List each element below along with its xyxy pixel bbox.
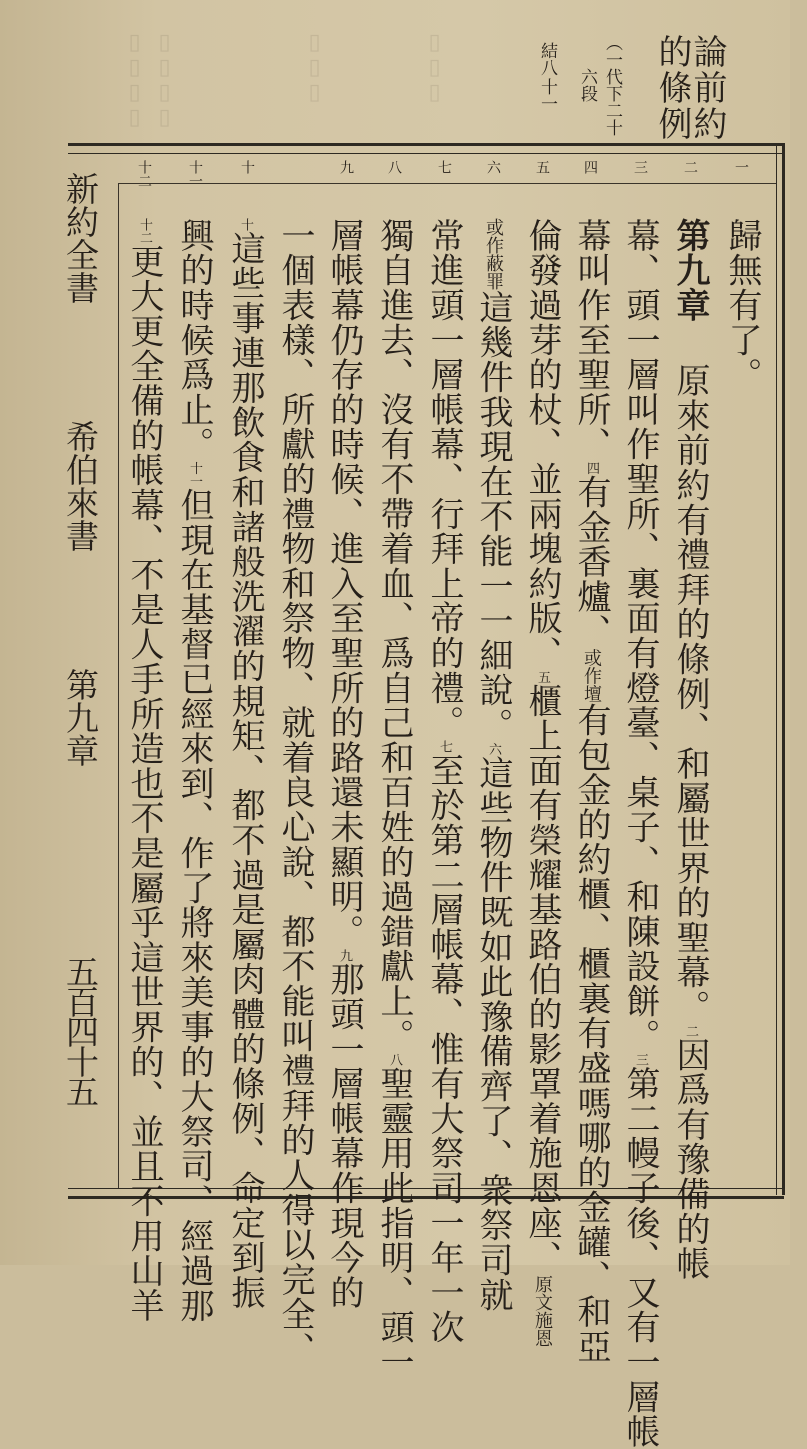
text-run: 興的時候爲止。 (174, 218, 214, 462)
text-run: 有金香爐、 (571, 474, 611, 649)
text-column-9 (324, 218, 364, 1310)
text-run: 第二幔子後、又有一層帳 (620, 1066, 660, 1449)
text-run: 這些事連那飲食和諸般洗濯的規矩、都不過是屬肉體的條例、命定到振 (225, 231, 265, 1310)
line-number: 一 (733, 160, 749, 174)
text-column-12 (174, 218, 214, 1323)
line-number: 二 (682, 160, 698, 174)
verse-number: 七 (437, 740, 452, 753)
text-run: 有包金的約櫃、櫃裏有盛嗎哪的金罐、和亞 (571, 702, 611, 1364)
running-head-rule (118, 183, 119, 1188)
verse-number: 十一 (187, 461, 202, 488)
verse-number: 十二 (137, 218, 152, 244)
text-column-2 (670, 218, 710, 1282)
frame-right-rule (776, 143, 785, 1195)
text-column-11 (225, 218, 265, 1310)
line-number: 十二 (136, 160, 152, 188)
top-ref-col4: 十一 (537, 78, 557, 112)
text-run: 這些物件既如此豫備齊了、衆祭司就 (473, 755, 513, 1313)
text-column-10 (275, 218, 315, 1367)
text-column-3 (620, 218, 660, 1449)
line-number: 十一 (187, 160, 203, 188)
text-column-5 (522, 218, 562, 1348)
line-number: 七 (436, 160, 452, 174)
line-number: 六 (485, 160, 501, 174)
text-run: 倫發過芽的杖、並兩塊約版、 (522, 218, 562, 671)
text-run: 幕、頭一層叫作聖所、裏面有燈臺、桌子、和陳設餅。 (620, 218, 660, 1054)
running-head-chapter: 第九章 (61, 668, 100, 767)
text-run: 一個表樣、所獻的禮物和祭物、就着良心說、都不能叫禮拜的人得以完全、 (275, 218, 315, 1367)
top-ref-col2: 六段 (577, 68, 597, 102)
verse-number: 九 (337, 948, 352, 962)
line-number-rule (118, 183, 776, 184)
top-ref-col3: 結八 (537, 42, 557, 76)
text-run: 層帳幕仍存的時候、進入至聖所的路還未顯明。 (324, 218, 364, 949)
line-number: 五 (534, 160, 550, 174)
text-column-1 (722, 218, 762, 392)
text-run: 更大更全備的帳幕、不是人手所造也不是屬乎這世界的、並且不用山羊 (124, 244, 164, 1323)
top-heading-col1: 論前約 (687, 34, 727, 142)
line-number: 十 (239, 160, 255, 174)
text-run: 這幾件我現在不能一一細說。 (473, 290, 513, 743)
line-number: 三 (632, 160, 648, 174)
text-column-8 (374, 218, 414, 1380)
line-number: 九 (338, 160, 354, 174)
translation-note: 或作蔽罪 (483, 218, 504, 290)
text-run: 歸無有了。 (722, 218, 762, 392)
line-number: 八 (386, 160, 402, 174)
page-number: 五百四十五 (61, 955, 100, 1105)
top-ref-col1: （一代下二十 (602, 34, 622, 136)
running-head-book: 新約全書 (61, 172, 100, 304)
chapter-heading: 第九章 (670, 218, 710, 323)
verse-number: 四 (584, 461, 599, 475)
verse-number: 十 (238, 218, 253, 231)
line-number: 四 (582, 160, 598, 174)
text-run: 幕叫作至聖所、 (571, 218, 611, 462)
text-run: 原來前約有禮拜的條例、和屬世界的聖幕。 (670, 363, 710, 1025)
text-run: 常進頭一層帳幕、行拜上帝的禮。 (424, 218, 464, 740)
translation-note: 原文施恩 (532, 1275, 553, 1348)
text-column-6 (473, 218, 513, 1313)
frame-top-rule (68, 143, 784, 154)
translation-note: 或作壇 (581, 648, 602, 703)
verse-number: 三 (633, 1053, 648, 1067)
text-run: 聖靈用此指明、頭一 (374, 1066, 414, 1380)
text-run: 至於第二層帳幕、惟有大祭司一年一次 (424, 753, 464, 1345)
bleed-through-mark: ▯▯▯▯ (152, 30, 177, 130)
text-run: 櫃上面有榮耀基路伯的影罩着施恩座、 (522, 683, 562, 1276)
text-column-7 (424, 218, 464, 1345)
verse-number: 五 (535, 670, 550, 684)
verse-number: 六 (486, 742, 501, 756)
text-run: 因爲有豫備的帳 (670, 1037, 710, 1282)
text-run: 獨自進去、沒有不帶着血、爲自己和百姓的過錯獻上。 (374, 218, 414, 1054)
bleed-through-mark: ▯▯▯ (302, 30, 327, 105)
running-head-epistle: 希伯來書 (61, 420, 100, 552)
text-column-13 (124, 218, 164, 1323)
text-run: 但現在基督已經來到、作了將來美事的大祭司、經過那 (174, 487, 214, 1323)
text-column-4 (571, 218, 611, 1364)
verse-number: 二 (683, 1024, 698, 1038)
bleed-through-mark: ▯▯▯▯ (122, 30, 147, 130)
text-run: 那頭一層帳幕作現今的 (324, 961, 364, 1310)
bleed-through-mark: ▯▯▯ (422, 30, 447, 105)
top-heading-col2: 的條例 (652, 34, 692, 142)
verse-number: 八 (387, 1053, 402, 1067)
